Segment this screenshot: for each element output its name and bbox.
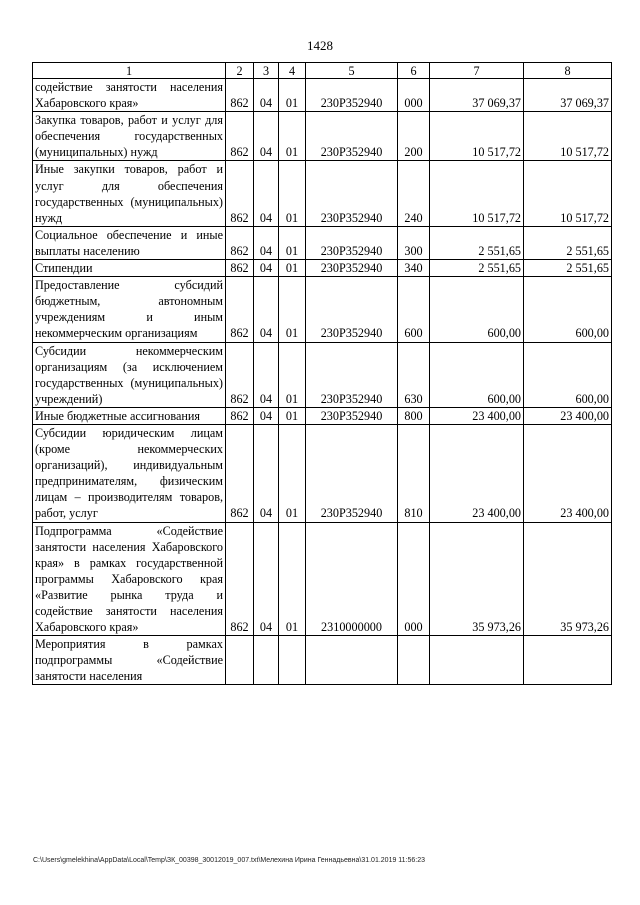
amount-col7: 600,00 <box>430 277 524 342</box>
amount-col8: 2 551,65 <box>524 260 612 277</box>
expense-type-code: 800 <box>398 407 430 424</box>
target-article-code: 230P352940 <box>306 79 398 112</box>
table-row <box>33 342 612 407</box>
ministry-code: 862 <box>226 226 254 259</box>
table-row <box>33 161 612 226</box>
section-code: 04 <box>254 342 279 407</box>
table-row <box>33 79 612 112</box>
ministry-code: 862 <box>226 277 254 342</box>
target-article-code <box>306 636 398 685</box>
ministry-code <box>226 636 254 685</box>
table-header-row <box>33 63 612 79</box>
subsection-code <box>279 636 306 685</box>
ministry-code: 862 <box>226 342 254 407</box>
target-article-code: 2310000000 <box>306 522 398 636</box>
amount-col7: 35 973,26 <box>430 522 524 636</box>
expense-type-code: 240 <box>398 161 430 226</box>
file-path-footer: C:\Users\gmelekhina\AppData\Local\Temp\ЗК_00398_30012019_007.txt\Мелехина Ирина Геннадьевна\31.01.2019 11:56:23 <box>33 857 426 864</box>
expense-type-code: 600 <box>398 277 430 342</box>
amount-col7 <box>430 636 524 685</box>
amount-col8: 10 517,72 <box>524 161 612 226</box>
expense-type-code: 300 <box>398 226 430 259</box>
target-article-code: 230P352940 <box>306 226 398 259</box>
row-description: Мероприятия в рамках подпрограммы «Содействие занятости населения <box>33 636 226 685</box>
ministry-code: 862 <box>226 79 254 112</box>
amount-col7: 10 517,72 <box>430 161 524 226</box>
row-description: Подпрограмма «Содействие занятости населения Хабаровского края» в рамках государственной программы Хабаровского края «Развитие рынка труда и содействие занятости населения Хабаровского края» <box>33 522 226 636</box>
table-row <box>33 522 612 636</box>
page-number: 1428 <box>307 38 333 53</box>
subsection-code: 01 <box>279 112 306 161</box>
amount-col7: 10 517,72 <box>430 112 524 161</box>
section-code <box>254 636 279 685</box>
header-cell: 8 <box>524 63 612 79</box>
row-description: Социальное обеспечение и иные выплаты населению <box>33 226 226 259</box>
header-cell: 6 <box>398 63 430 79</box>
table-row <box>33 277 612 342</box>
ministry-code: 862 <box>226 161 254 226</box>
header-cell: 2 <box>226 63 254 79</box>
ministry-code: 862 <box>226 424 254 522</box>
header-cell: 3 <box>254 63 279 79</box>
section-code: 04 <box>254 260 279 277</box>
amount-col8: 23 400,00 <box>524 407 612 424</box>
target-article-code: 230P352940 <box>306 424 398 522</box>
row-description: Иные закупки товаров, работ и услуг для обеспечения государственных (муниципальных) нужд <box>33 161 226 226</box>
row-description: Субсидии некоммерческим организациям (за исключением государственных (муниципальных) учреждений) <box>33 342 226 407</box>
row-description: содействие занятости населения Хабаровского края» <box>33 79 226 112</box>
expense-type-code: 810 <box>398 424 430 522</box>
table-row <box>33 226 612 259</box>
amount-col8: 23 400,00 <box>524 424 612 522</box>
target-article-code: 230P352940 <box>306 112 398 161</box>
subsection-code: 01 <box>279 424 306 522</box>
section-code: 04 <box>254 161 279 226</box>
target-article-code: 230P352940 <box>306 260 398 277</box>
section-code: 04 <box>254 277 279 342</box>
header-cell: 7 <box>430 63 524 79</box>
amount-col8: 10 517,72 <box>524 112 612 161</box>
amount-col8: 600,00 <box>524 277 612 342</box>
row-description: Стипендии <box>33 260 226 277</box>
table-row <box>33 407 612 424</box>
amount-col8: 2 551,65 <box>524 226 612 259</box>
subsection-code: 01 <box>279 79 306 112</box>
row-description: Закупка товаров, работ и услуг для обеспечения государственных (муниципальных) нужд <box>33 112 226 161</box>
section-code: 04 <box>254 79 279 112</box>
expense-type-code: 340 <box>398 260 430 277</box>
ministry-code: 862 <box>226 407 254 424</box>
expense-type-code: 200 <box>398 112 430 161</box>
amount-col8: 600,00 <box>524 342 612 407</box>
section-code: 04 <box>254 522 279 636</box>
header-cell: 5 <box>306 63 398 79</box>
amount-col7: 600,00 <box>430 342 524 407</box>
expense-type-code <box>398 636 430 685</box>
amount-col7: 37 069,37 <box>430 79 524 112</box>
row-description: Иные бюджетные ассигнования <box>33 407 226 424</box>
ministry-code: 862 <box>226 260 254 277</box>
row-description: Субсидии юридическим лицам (кроме некоммерческих организаций), индивидуальным предпринимателям, физическим лицам – производителям товаров, работ, услуг <box>33 424 226 522</box>
section-code: 04 <box>254 226 279 259</box>
expense-type-code: 630 <box>398 342 430 407</box>
subsection-code: 01 <box>279 161 306 226</box>
amount-col7: 23 400,00 <box>430 424 524 522</box>
budget-table <box>32 62 612 685</box>
table-row <box>33 112 612 161</box>
header-cell: 1 <box>33 63 226 79</box>
amount-col7: 2 551,65 <box>430 260 524 277</box>
subsection-code: 01 <box>279 342 306 407</box>
target-article-code: 230P352940 <box>306 407 398 424</box>
table-row <box>33 260 612 277</box>
subsection-code: 01 <box>279 407 306 424</box>
section-code: 04 <box>254 407 279 424</box>
section-code: 04 <box>254 112 279 161</box>
section-code: 04 <box>254 424 279 522</box>
amount-col7: 2 551,65 <box>430 226 524 259</box>
ministry-code: 862 <box>226 522 254 636</box>
header-cell: 4 <box>279 63 306 79</box>
amount-col8: 35 973,26 <box>524 522 612 636</box>
amount-col8 <box>524 636 612 685</box>
expense-type-code: 000 <box>398 79 430 112</box>
target-article-code: 230P352940 <box>306 277 398 342</box>
table-row <box>33 636 612 685</box>
subsection-code: 01 <box>279 277 306 342</box>
subsection-code: 01 <box>279 522 306 636</box>
row-description: Предоставление субсидий бюджетным, автономным учреждениям и иным некоммерческим организациям <box>33 277 226 342</box>
amount-col8: 37 069,37 <box>524 79 612 112</box>
ministry-code: 862 <box>226 112 254 161</box>
subsection-code: 01 <box>279 226 306 259</box>
target-article-code: 230P352940 <box>306 342 398 407</box>
table-row <box>33 424 612 522</box>
subsection-code: 01 <box>279 260 306 277</box>
target-article-code: 230P352940 <box>306 161 398 226</box>
amount-col7: 23 400,00 <box>430 407 524 424</box>
expense-type-code: 000 <box>398 522 430 636</box>
